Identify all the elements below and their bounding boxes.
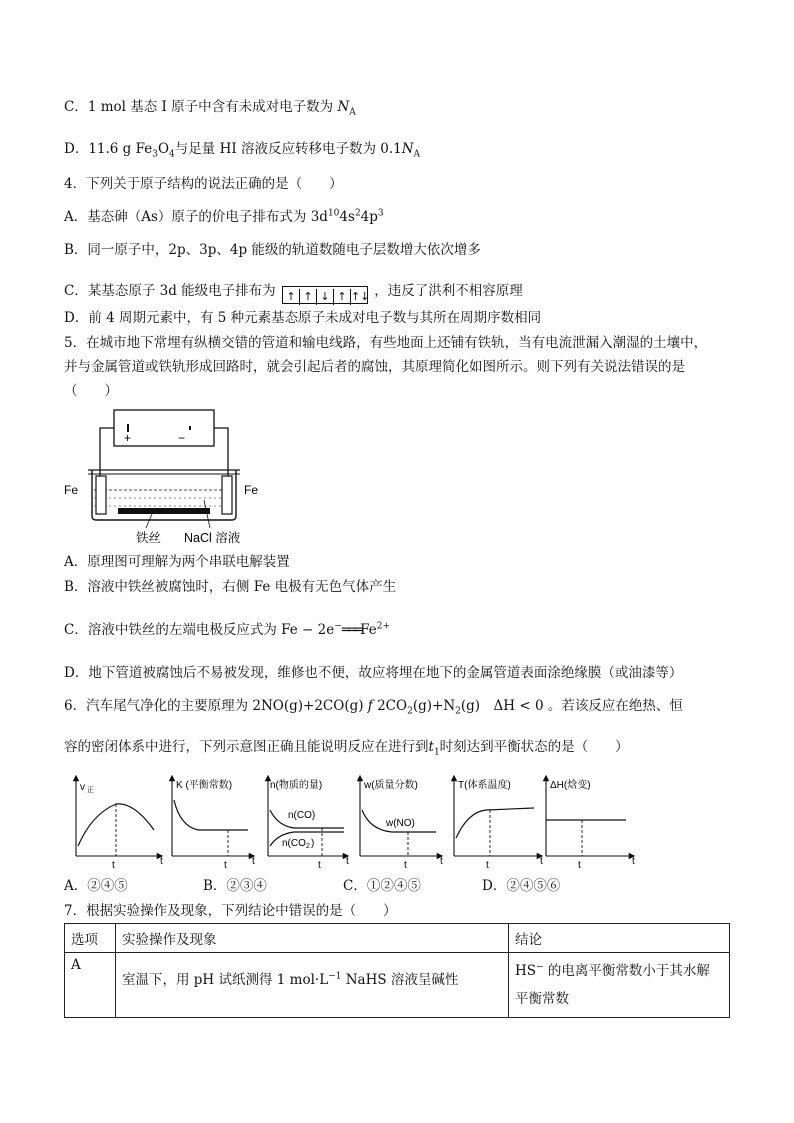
orbital-diagram bbox=[282, 286, 368, 304]
graph-3-label-co2: n(CO bbox=[282, 838, 306, 849]
graph-1-ylabel: v bbox=[80, 782, 85, 793]
table-header: 结论 bbox=[509, 924, 730, 953]
left-fe-electrode bbox=[96, 476, 106, 514]
graph-2-t1: t bbox=[224, 860, 227, 870]
table-header-row bbox=[65, 924, 730, 953]
graph-3-label-co2-sub: 2 bbox=[306, 843, 310, 850]
fe-left-label: Fe bbox=[64, 483, 79, 497]
electrolysis-diagram bbox=[64, 402, 264, 550]
wire-pointer bbox=[146, 514, 152, 528]
q7-table bbox=[64, 923, 730, 1018]
left-wire bbox=[100, 428, 114, 476]
graph-2-k bbox=[172, 778, 255, 870]
q6-option-b: B．②③④ bbox=[203, 878, 267, 894]
nacl-label: NaCl 溶液 bbox=[184, 531, 241, 545]
q5-option-b: B．溶液中铁丝被腐蚀时，右侧 Fe 电极有无色气体产生 bbox=[64, 579, 397, 595]
q7-stem: 7．根据实验操作及现象，下列结论中错误的是（ ） bbox=[64, 903, 397, 919]
graph-1-t1: t bbox=[112, 860, 115, 870]
q6-option-c: C．①②④⑤ bbox=[343, 878, 421, 894]
graph-2-ylabel: K (平衡常数) bbox=[176, 780, 233, 791]
equilibrium-graphs bbox=[64, 774, 644, 870]
graph-3-t1: t bbox=[318, 860, 321, 870]
graph-6-t: t bbox=[632, 856, 635, 867]
q6-stem-line1: 6．汽车尾气净化的主要原理为 2NO(g)+2CO(g) f $2CO_2(g)+N_2(g)$ ΔH < 0 。若该反应在绝热、恒 bbox=[64, 698, 683, 717]
orbital-box: ↑↓ bbox=[350, 290, 370, 303]
table-cell-operation: 室温下，用 pH 试纸测得 1 $mol\cdot L^{-1}$ NaHS 溶液呈碱性 bbox=[116, 953, 509, 1018]
fe-right-label: Fe bbox=[244, 483, 259, 497]
graph-3-ylabel: n(物质的量) bbox=[270, 780, 323, 791]
graph-2-t: t bbox=[252, 856, 255, 867]
graph-2-curve bbox=[174, 800, 248, 830]
orbital-box: ↑ bbox=[283, 289, 300, 305]
graph-1-v-forward bbox=[76, 778, 163, 870]
graph-1-ylabel-sub: 正 bbox=[87, 787, 94, 794]
graph-5-t: t bbox=[540, 856, 543, 867]
graph-4-t: t bbox=[440, 856, 443, 867]
graph-4-t1: t bbox=[404, 860, 407, 870]
table-cell-option: A bbox=[65, 953, 116, 1018]
q4-option-a: A．基态砷（As）原子的价电子排布式为 $3d^{10}4s^24p^3$ bbox=[64, 208, 384, 225]
orbital-box: ↑ bbox=[300, 289, 317, 305]
q6-option-d: D．②④⑤⑥ bbox=[482, 878, 561, 894]
graph-6-enthalpy bbox=[546, 778, 635, 870]
orbital-box: ↑ bbox=[334, 289, 351, 305]
q5-option-a: A．原理图可理解为两个串联电解装置 bbox=[64, 554, 290, 570]
minus-sign: − bbox=[178, 431, 186, 445]
iron-wire-label: 铁丝 bbox=[136, 531, 162, 545]
graph-5-temperature bbox=[454, 778, 543, 870]
table-row bbox=[65, 953, 730, 1018]
graph-1-t: t bbox=[160, 856, 163, 867]
plus-sign: + bbox=[124, 431, 132, 445]
graph-5-curve bbox=[456, 808, 534, 838]
graph-4-w bbox=[360, 778, 443, 870]
right-wire bbox=[214, 428, 228, 476]
table-header: 实验操作及现象 bbox=[116, 924, 509, 953]
table-header: 选项 bbox=[65, 924, 116, 953]
q4-option-b: B．同一原子中，2p、3p、4p 能级的轨道数随电子层数增大依次增多 bbox=[64, 242, 481, 258]
graph-5-ylabel: T(体系温度) bbox=[458, 780, 511, 791]
orbital-box: ↓ bbox=[317, 289, 334, 305]
q5-stem-line1: 5．在城市地下常埋有纵横交错的管道和输电线路，有些地面上还铺有铁轨，当有电流泄漏入潮湿的土壤中， bbox=[64, 335, 708, 351]
graph-3-n bbox=[268, 778, 349, 870]
graph-3-t: t bbox=[346, 856, 349, 867]
graph-3-label-co: n(CO) bbox=[288, 810, 316, 821]
iron-wire bbox=[118, 508, 210, 514]
q4-option-c: C．某基态原子 3d 能级电子排布为 ↑ ↑ ↓ ↑ ↑↓ ，违反了洪利不相容原理 bbox=[64, 283, 523, 303]
q6-option-a: A．②④⑤ bbox=[64, 878, 128, 894]
graph-5-t1: t bbox=[486, 860, 489, 870]
graph-3-label-co2-end: ) bbox=[311, 838, 315, 849]
graph-6-ylabel: ΔH(焓变) bbox=[550, 780, 591, 791]
q4-stem: 4．下列关于原子结构的说法正确的是（ ） bbox=[64, 176, 343, 192]
q5-option-d: D．地下管道被腐蚀后不易被发现，维修也不便，故应将埋在地下的金属管道表面涂绝缘膜（或油漆等） bbox=[64, 665, 683, 681]
graph-4-ylabel: w(质量分数) bbox=[364, 780, 418, 791]
q4-option-d: D．前 4 周期元素中，有 5 种元素基态原子未成对电子数与其所在周期序数相同 bbox=[64, 310, 542, 326]
graph-4-label-no: w(NO) bbox=[386, 818, 415, 829]
q3-option-d: D．11.6 g $Fe_3O_4$与足量 HI 溶液反应转移电子数为 $0.1N_A$ bbox=[64, 141, 421, 160]
table-cell-conclusion: HS− 的电离平衡常数小于其水解 平衡常数 bbox=[509, 953, 730, 1018]
graph-6-t1: t bbox=[578, 860, 581, 870]
q5-option-c: C．溶液中铁丝的左端电极反应式为 $Fe - 2e^-═══Fe^{2+}$ bbox=[64, 621, 391, 638]
q5-stem-line2: 并与金属管道或铁轨形成回路时，就会引起后者的腐蚀，其原理简化如图所示。则下列有关说法错误的是 bbox=[64, 359, 685, 375]
q3-option-c: C．1 mol 基态 I 原子中含有未成对电子数为 $N_A$ bbox=[64, 99, 356, 118]
q6-stem-line2: 容的密闭体系中进行，下列示意图正确且能说明反应在进行到$t_1$时刻达到平衡状态的是（ ） bbox=[64, 739, 629, 758]
right-fe-electrode bbox=[222, 476, 232, 514]
q5-stem-line3: （ ） bbox=[64, 383, 118, 399]
